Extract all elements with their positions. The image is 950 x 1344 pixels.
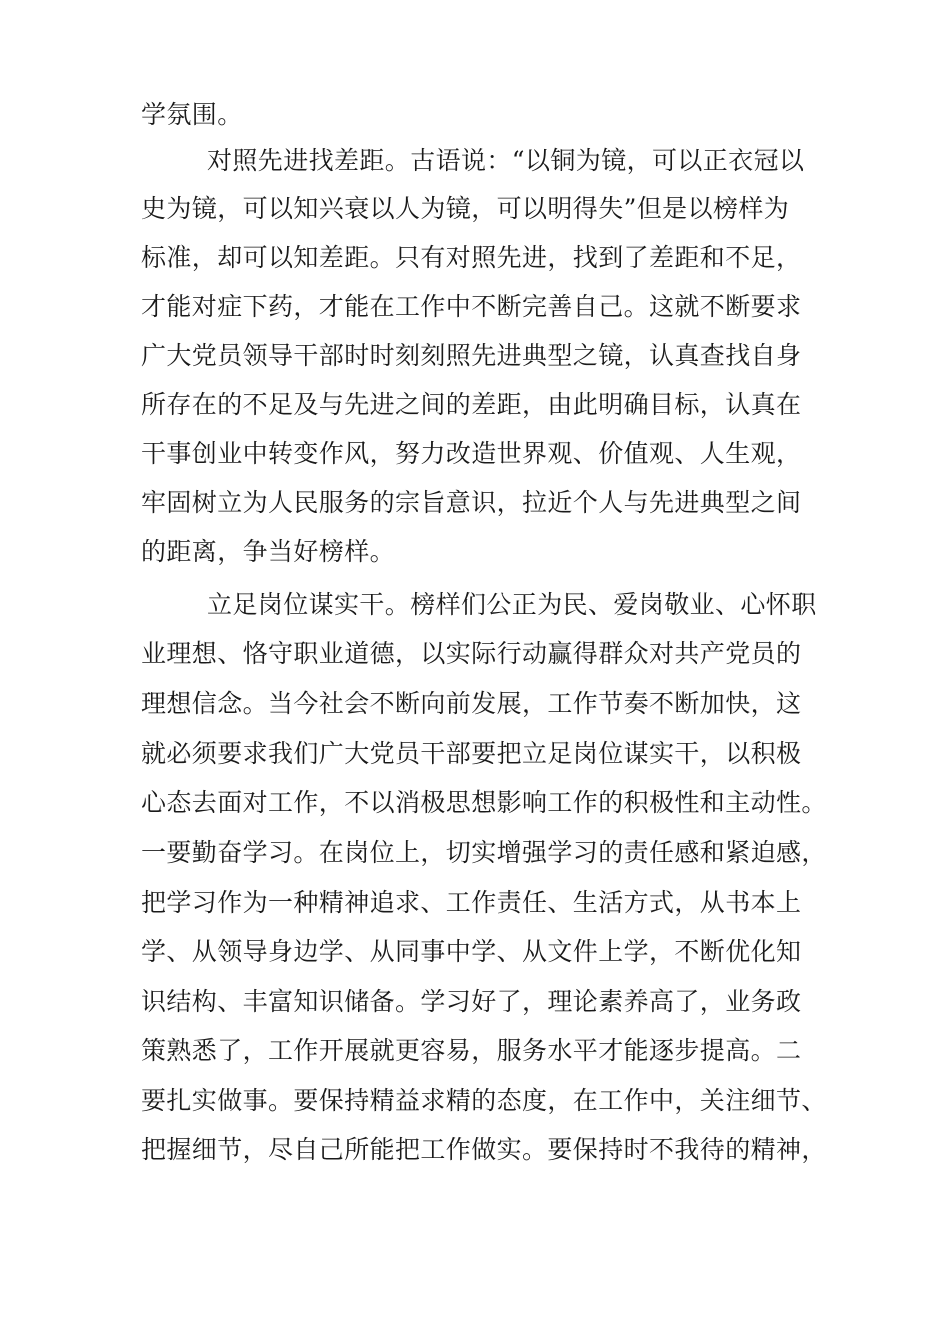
text-line: 把学习作为一种精神追求、工作责任、生活方式，从书本上: [141, 888, 802, 917]
text-line: 识结构、丰富知识储备。学习好了，理论素养高了，业务政: [141, 987, 802, 1016]
text-line: 的距离，争当好榜样。: [141, 537, 396, 566]
text-line: 所存在的不足及与先进之间的差距，由此明确目标，认真在: [141, 390, 802, 419]
text-line: 把握细节，尽自己所能把工作做实。要保持时不我待的精神，: [141, 1135, 827, 1164]
text-line: 理想信念。当今社会不断向前发展，工作节奏不断加快，这: [141, 689, 802, 718]
text-line: 学、从领导身边学、从同事中学、从文件上学，不断优化知: [141, 937, 802, 966]
text-line: 要扎实做事。要保持精益求精的态度，在工作中，关注细节、: [141, 1086, 827, 1115]
text-line: 心态去面对工作，不以消极思想影响工作的积极性和主动性。: [141, 788, 827, 817]
text-line: 才能对症下药，才能在工作中不断完善自己。这就不断要求: [141, 292, 802, 321]
text-line: 干事创业中转变作风，努力改造世界观、价值观、人生观，: [141, 439, 802, 468]
paragraph-first-line: 立足岗位谋实干。榜样们公正为民、爱岗敬业、心怀职: [207, 590, 817, 619]
text-line: 广大党员领导干部时时刻刻照先进典型之镜，认真查找自身: [141, 341, 802, 370]
text-line: 业理想、恪守职业道德，以实际行动赢得群众对共产党员的: [141, 639, 802, 668]
text-line: 就必须要求我们广大党员干部要把立足岗位谋实干，以积极: [141, 739, 802, 768]
text-line: 策熟悉了，工作开展就更容易，服务水平才能逐步提高。二: [141, 1036, 802, 1065]
text-line: 牢固树立为人民服务的宗旨意识，拉近个人与先进典型之间: [141, 488, 802, 517]
text-line: 学氛围。: [141, 100, 243, 129]
text-line: 史为镜，可以知兴衰以人为镜，可以明得失”但是以榜样为: [141, 194, 790, 223]
paragraph-first-line: 对照先进找差距。古语说：“以铜为镜，可以正衣冠以: [207, 146, 805, 175]
text-line: 标准，却可以知差距。只有对照先进，找到了差距和不足，: [141, 243, 802, 272]
text-line: 一要勤奋学习。在岗位上，切实增强学习的责任感和紧迫感，: [141, 838, 827, 867]
